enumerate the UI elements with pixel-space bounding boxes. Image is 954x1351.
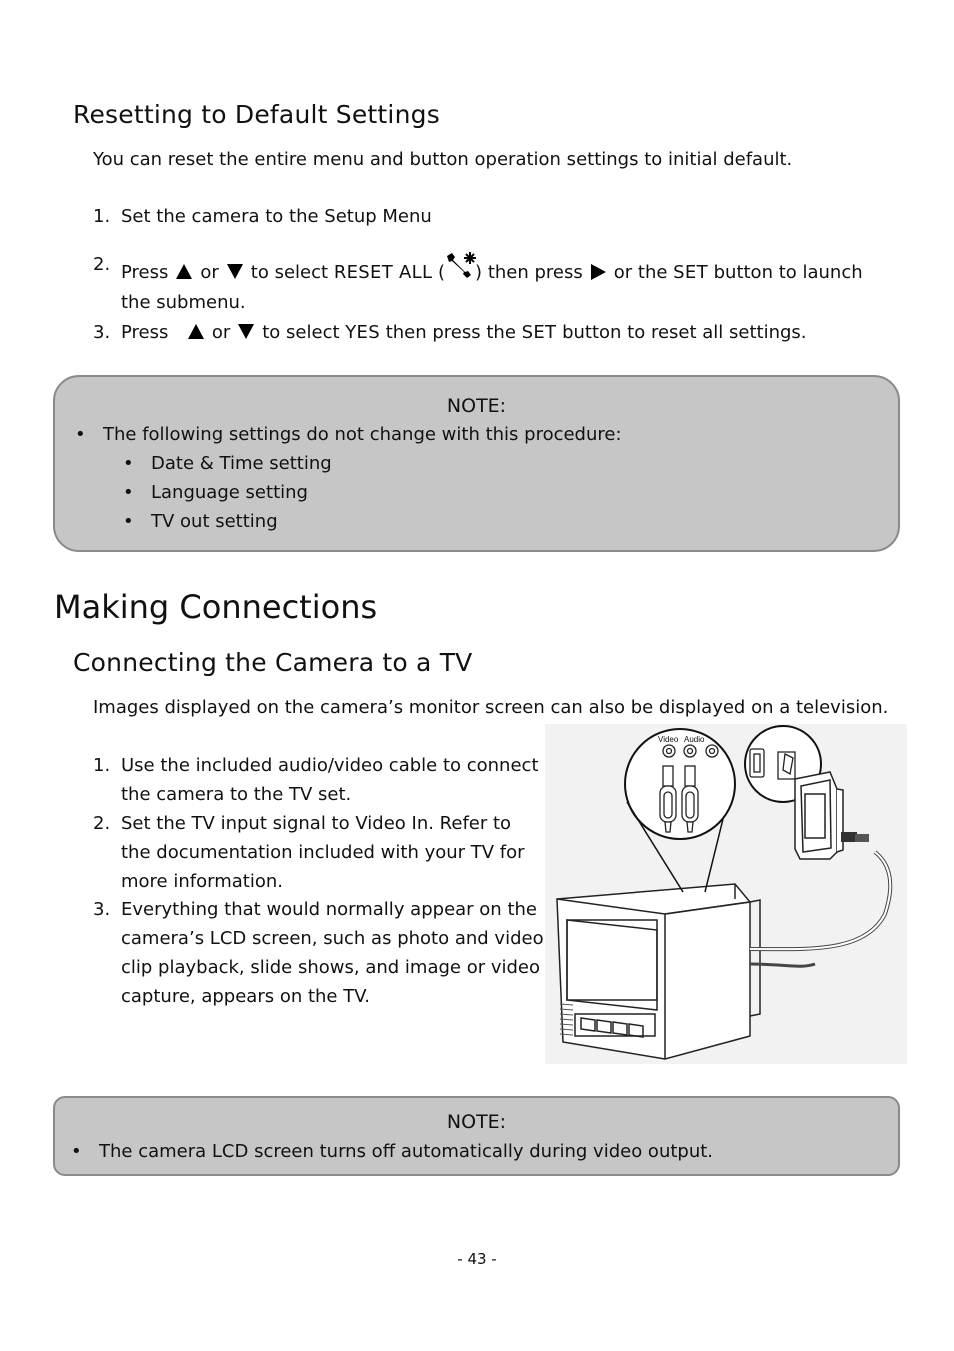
- tv-step-1: 1. Use the included audio/video cable to connect the camera to the TV set.: [93, 755, 539, 805]
- video-jack-label: Video: [658, 735, 679, 744]
- tv-intro-text: Images displayed on the camera’s monitor screen can also be displayed on a television.: [93, 697, 889, 718]
- tv-step-3: 3. Everything that would normally appear on the camera’s LCD screen, such as photo and video clip playback, slide shows, and image or video capture, appears on the TV.: [93, 899, 544, 1007]
- right-arrow-icon: [591, 264, 606, 280]
- page-number: - 43 -: [457, 1250, 497, 1268]
- up-arrow-icon: [188, 324, 204, 339]
- section-heading-making-connections: Making Connections: [54, 588, 378, 626]
- up-arrow-icon: [176, 264, 192, 279]
- section-subheading-camera-to-tv: Connecting the Camera to a TV: [73, 648, 473, 677]
- section-heading-resetting: Resetting to Default Settings: [73, 100, 440, 129]
- note-title: NOTE:: [446, 1111, 507, 1133]
- tv-connection-illustration: [545, 724, 907, 1064]
- down-arrow-icon: [227, 264, 243, 279]
- reset-intro-text: You can reset the entire menu and button operation settings to initial default.: [93, 149, 793, 170]
- note-title: NOTE:: [446, 395, 507, 417]
- reset-wrench-icon: [443, 250, 477, 280]
- down-arrow-icon: [238, 324, 254, 339]
- note-box-tv: NOTE: • The camera LCD screen turns off automatically during video output.: [53, 1096, 900, 1176]
- reset-step-2: 2. Press or to select RESET ALL ( ) then press or the SET button to launch the submenu.: [93, 250, 913, 320]
- note-box-reset: NOTE: • The following settings do not change with this procedure: • Date & Time setting • Language setting • TV out setting: [53, 375, 900, 552]
- audio-jack-label: Audio: [684, 735, 705, 744]
- tv-step-2: 2. Set the TV input signal to Video In. Refer to the documentation included with your TV for more information.: [93, 813, 525, 892]
